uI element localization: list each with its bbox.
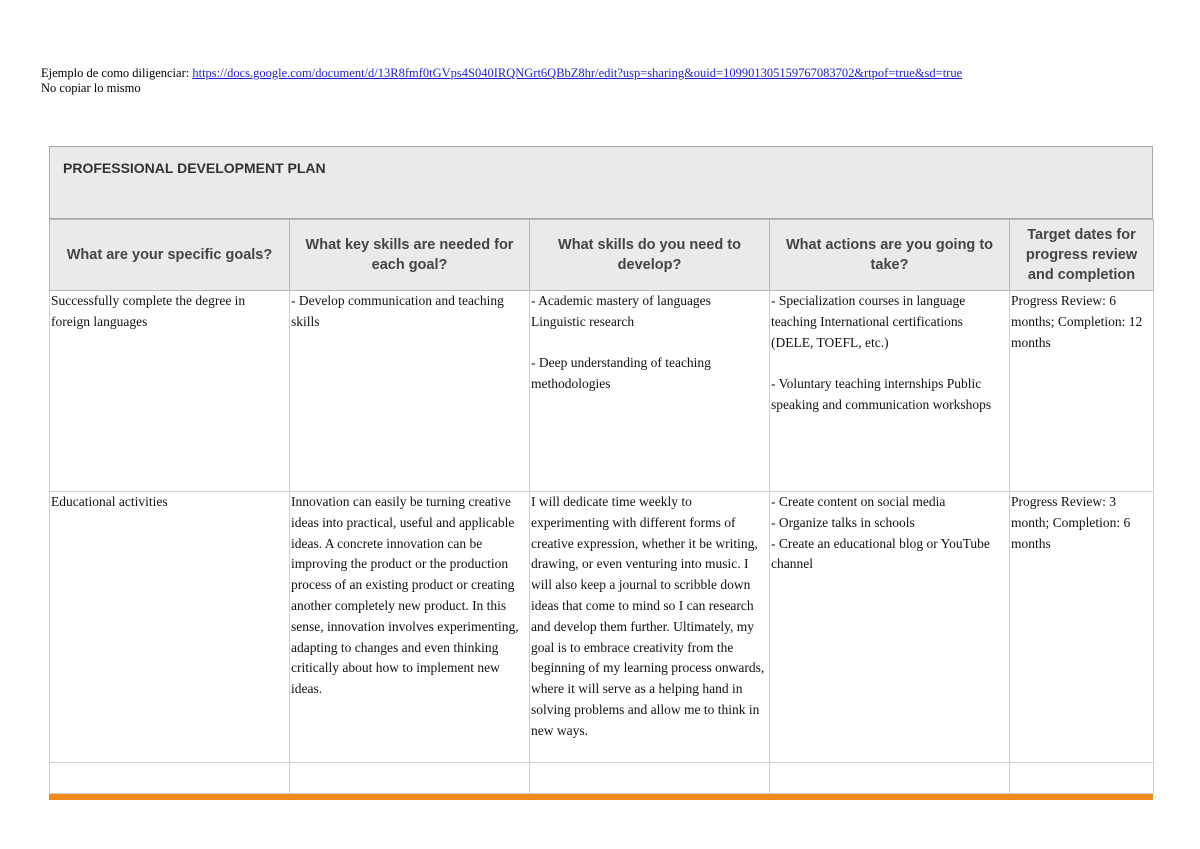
empty-cell (770, 763, 1010, 794)
plan-title: PROFESSIONAL DEVELOPMENT PLAN (49, 146, 1153, 219)
empty-cell (1010, 763, 1154, 794)
actions-cell (770, 291, 1010, 492)
action-item: - Create content on social media (771, 494, 946, 509)
action-item: - Create an educational blog or YouTube channel (771, 535, 990, 572)
develop-cell (530, 291, 770, 492)
goal-cell: Educational activities (50, 492, 290, 763)
table-row (50, 492, 1154, 763)
table-row (50, 291, 1154, 492)
header-row (50, 220, 1154, 291)
action-item: - Organize talks in schools (771, 514, 915, 530)
intro-note: No copiar lo mismo (41, 81, 141, 95)
document-link[interactable]: https://docs.google.com/document/d/13R8fmf0tGVps4S040IRQNGrt6QBbZ8hr/edit?usp=sharing&ouid=109901305159767083702&rtpof=true&sd=true (192, 66, 963, 80)
empty-row (50, 763, 1154, 794)
header-key-skills: What key skills are needed for each goal? (290, 220, 530, 291)
header-goals: What are your specific goals? (50, 220, 290, 291)
intro-line (41, 66, 962, 81)
actions-cell (770, 492, 1010, 763)
key-skills-cell: Innovation can easily be turning creative ideas into practical, useful and applicable ideas. A concrete innovation can be improving the product or the production process of an existing product or creating another completely new product. In this sense, innovation involves experimenting, adapting to changes and even thinking critically about how to implement new ideas. (290, 492, 530, 763)
orange-footer-bar (49, 794, 1153, 800)
dates-cell: Progress Review: 6 months; Completion: 12 months (1010, 291, 1154, 492)
header-skills-to-develop: What skills do you need to develop? (530, 220, 770, 291)
header-actions: What actions are you going to take? (770, 220, 1010, 291)
dates-cell: Progress Review: 3 month; Completion: 6 months (1010, 492, 1154, 763)
intro-label: Ejemplo de como diligenciar: (41, 66, 193, 80)
develop-cell: I will dedicate time weekly to experimenting with different forms of creative expression, whether it be writing, drawing, or even venturing into music. I will also keep a journal to scribble down ideas that come to mind so I can research and develop them further. Ultimately, my goal is to embrace creativity from the beginning of my learning process onwards, where it will serve as a helping hand in solving problems and allow me to think in new ways. (530, 492, 770, 763)
develop-item: - Academic mastery of languages Linguistic research (531, 293, 711, 329)
empty-cell (50, 763, 290, 794)
header-target-dates: Target dates for progress review and completion (1010, 220, 1154, 291)
development-plan-table (49, 146, 1153, 800)
key-skills-cell: - Develop communication and teaching skills (290, 291, 530, 492)
empty-cell (530, 763, 770, 794)
intro (41, 66, 962, 96)
goal-cell: Successfully complete the degree in foreign languages (50, 291, 290, 492)
action-item: - Specialization courses in language teaching International certifications (DELE, TOEFL, etc.) (771, 293, 966, 350)
develop-item: - Deep understanding of teaching methodologies (531, 355, 711, 392)
action-item: - Voluntary teaching internships Public speaking and communication workshops (771, 376, 992, 412)
empty-cell (290, 763, 530, 794)
